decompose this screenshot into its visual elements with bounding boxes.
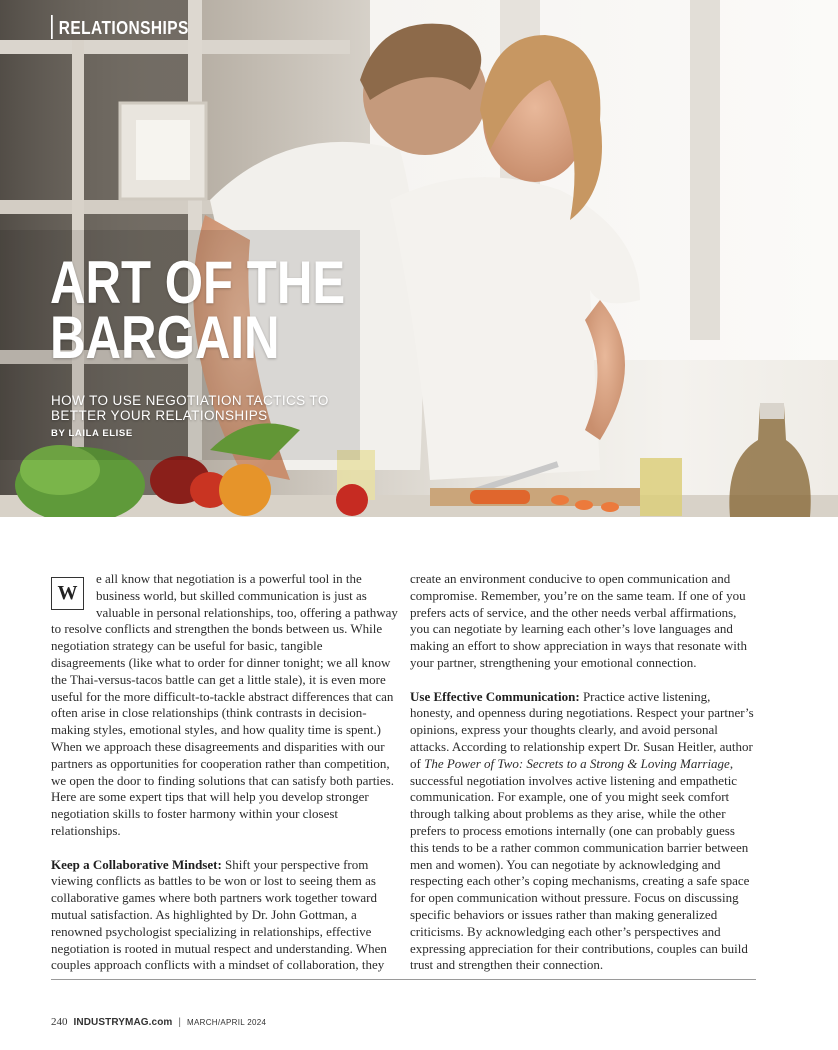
subhead-line-1: HOW TO USE NEGOTIATION TACTICS TO [51, 393, 329, 408]
headline-line-1: ART OF THE [50, 249, 346, 316]
tip-communication-heading: Use Effective Communication: [410, 688, 580, 704]
tip-collaborative-paragraph [51, 857, 398, 975]
headline-line-2: BARGAIN [50, 304, 280, 371]
tip-communication-paragraph [410, 689, 756, 975]
page-footer [51, 1016, 266, 1028]
tip-collaborative-continued: create an environment conducive to open communication and compromise. Remember, you’re on the same team. If one of you prefers acts of service, and the other needs verbal affirmations, you can negotiate by learning each other’s love languages and making an effort to show appreciation in ways that resonate with your partner, strengthening your emotional connection. [410, 571, 747, 670]
intro-text: e all know that negotiation is a powerful tool in the business world, but skilled communication is just as valuable in personal relationships, too, offering a pathway to resolve conflicts and strengthen the bonds between us. While negotiation strategy can be useful for basic, tangible disagreements (like what to order for dinner tonight; we all know the Thai-versus-tacos battle can get a little stale), it is even more useful for the more difficult-to-tackle abstract differences that can often arise in close relationships (think contrasts in decision-making styles, emotional styles, and how quality time is spent.) When we approach these disagreements and disparities with our partners as opportunities for cooperation rather than competition, we open the door to finding solutions that can satisfy both parties. Here are some expert tips that will help you develop stronger negotiation skills to foster harmony within your closest relationships. [51, 571, 398, 838]
tip-collaborative-text: Shift your perspective from viewing conflicts as battles to be won or lost to seeing them as collaborative games where both partners work together toward mutual satisfaction. As highlighted by Dr. John Gottman, a renowned psychologist specializing in relationships, effective negotiation is rooted in mutual respect and understanding. When couples approach conflicts with a mindset of collaboration, they [51, 856, 387, 973]
book-title: The Power of Two: Secrets to a Strong & Loving Marriage [424, 755, 730, 771]
intro-paragraph [51, 571, 398, 840]
page-number: 240 [51, 1016, 68, 1028]
issue-date: MARCH/APRIL 2024 [187, 1017, 267, 1027]
article-subhead [51, 393, 329, 423]
site-name: INDUSTRYMAG.com [73, 1016, 173, 1028]
tip-communication-text-a: Practice active listening, honesty, and openness during negotiations. Respect your partner’s opinions, express your thoughts clearly, and avoid personal attacks. According to relationship expert Dr. Susan Heitler, author of [410, 688, 754, 771]
footer-divider [51, 979, 756, 980]
footer-separator: | [178, 1016, 182, 1028]
subhead-line-2: BETTER YOUR RELATIONSHIPS [51, 408, 268, 423]
byline: BY LAILA ELISE [51, 428, 133, 439]
article-column-left [51, 571, 398, 991]
section-label: RELATIONSHIPS [51, 15, 189, 39]
hero-banner [0, 0, 838, 517]
tip-communication-text-b: , successful negotiation involves active listening and empathetic communication. For example, one of you might seek comfort through talking about problems as they arise, while the other prefers to process emotions internally (one can probably guess this tends to be a rather common communication barrier between men and women). You can negotiate by acknowledging and respecting each other’s coping mechanisms, creating a safe space for open communication without pressure. Focus on discussing specific behaviors or issues rather than making generalized criticisms. By acknowledging each other’s perspectives and expressing appreciation for their contributions, couples can build trust and strengthen their connection. [410, 755, 750, 973]
tip-collaborative-heading: Keep a Collaborative Mindset: [51, 856, 222, 872]
drop-cap: W [51, 577, 84, 610]
article-column-right [410, 571, 756, 991]
article-headline [50, 249, 346, 371]
